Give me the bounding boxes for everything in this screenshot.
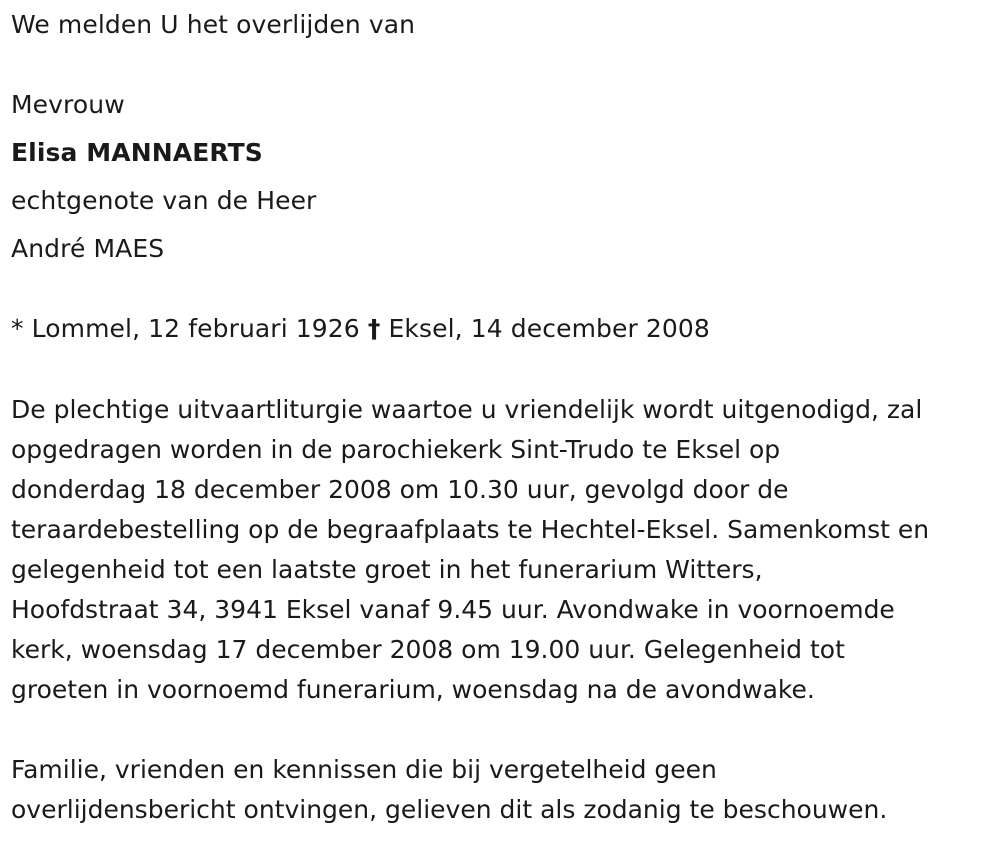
- funeral-line: groeten in voornoemd funerarium, woensdag na de avondwake.: [11, 675, 815, 704]
- spouse-name: André MAES: [11, 234, 165, 263]
- relation-text: echtgenote van de Heer: [11, 186, 317, 215]
- deceased-name: Elisa MANNAERTS: [11, 138, 263, 167]
- death-info: Eksel, 14 december 2008: [388, 314, 710, 343]
- intro-text: We melden U het overlijden van: [11, 10, 416, 39]
- funeral-line: Hoofdstraat 34, 3941 Eksel vanaf 9.45 uur. Avondwake in voornoemde: [11, 595, 895, 624]
- funeral-line: kerk, woensdag 17 december 2008 om 19.00 uur. Gelegenheid tot: [11, 635, 845, 664]
- funeral-line: gelegenheid tot een laatste groet in het funerarium Witters,: [11, 555, 763, 584]
- funeral-line: De plechtige uitvaartliturgie waartoe u vriendelijk wordt uitgenodigd, zal: [11, 395, 923, 424]
- funeral-line: donderdag 18 december 2008 om 10.30 uur, gevolgd door de: [11, 475, 789, 504]
- funeral-paragraph: [11, 390, 996, 710]
- closing-line: Familie, vrienden en kennissen die bij vergetelheid geen: [11, 755, 717, 784]
- funeral-line: teraardebestelling op de begraafplaats te Hechtel-Eksel. Samenkomst en: [11, 515, 930, 544]
- cross-icon: †: [367, 314, 381, 343]
- dates-line: [11, 314, 710, 344]
- closing-line: overlijdensbericht ontvingen, gelieven dit als zodanig te beschouwen.: [11, 795, 888, 824]
- funeral-line: opgedragen worden in de parochiekerk Sint-Trudo te Eksel op: [11, 435, 781, 464]
- salutation: Mevrouw: [11, 90, 125, 119]
- closing-paragraph: [11, 750, 996, 830]
- birth-info: * Lommel, 12 februari 1926: [11, 314, 360, 343]
